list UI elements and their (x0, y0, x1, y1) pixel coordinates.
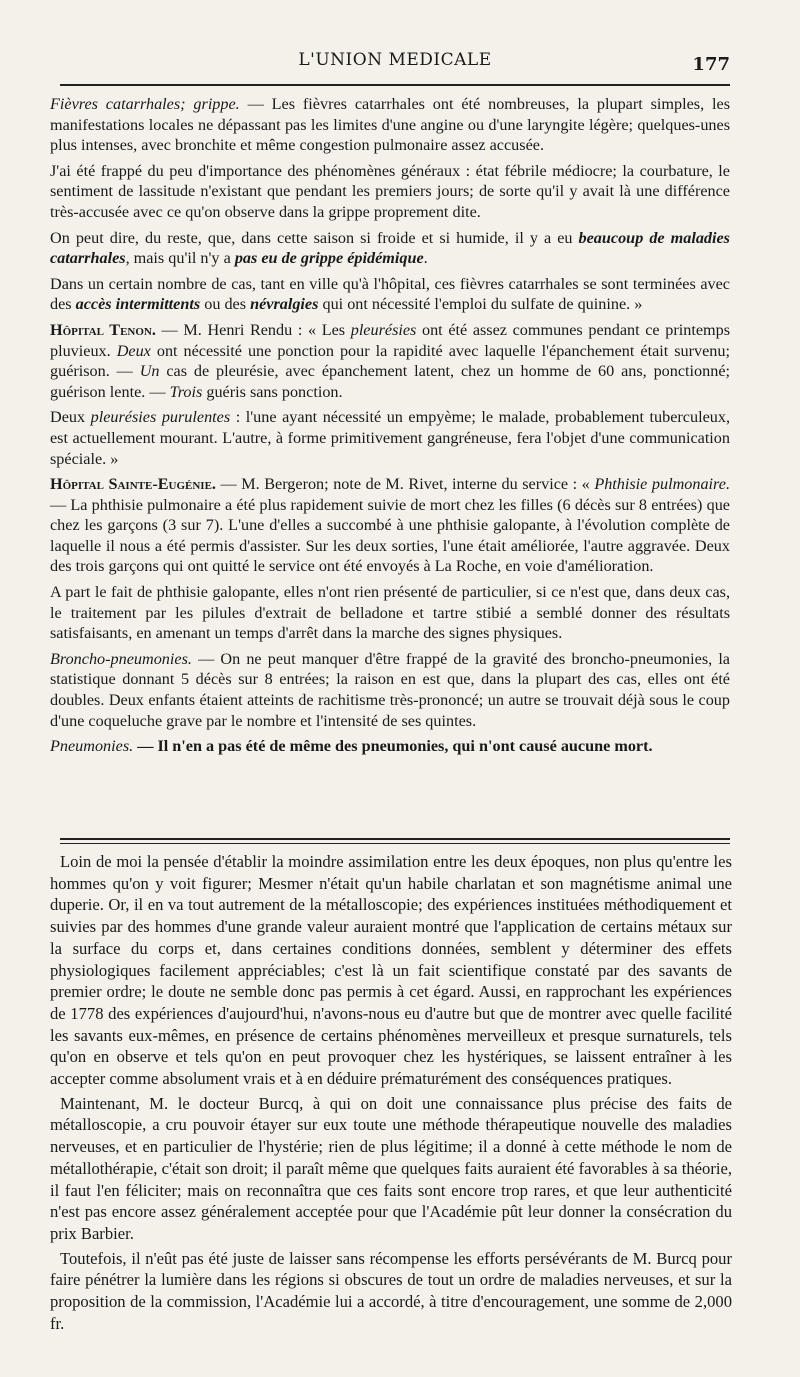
text-eugenie-b: — La phthisie pulmonaire a été plus rapidement suivie de mort chez les filles (6 décès sur 8 entrées) que chez les garçons (3 sur 7). L'une d'elles a succombé à une phthisie galopante, à l'évolution complète de laquelle il nous a été permis d'assister. Sur les deux sorties, l'une était améliorée, l'autre aggravée. Deux des trois garçons qui ont quitté le service ont été envoyés à La Roche, en voie d'amélioration. (50, 495, 730, 576)
top-section (50, 94, 730, 762)
heading-pneumonies: Pneumonies. (50, 737, 134, 756)
emphasis-acces-intermittents: accès intermittents (75, 295, 201, 314)
paragraph-saison (50, 228, 730, 269)
page-header (60, 48, 730, 76)
header-rule (60, 84, 730, 86)
paragraph-burcq: Maintenant, M. le docteur Burcq, à qui on doit une connaissance plus précise des faits de métalloscopie, a cru pouvoir étayer sur eux toute une méthode thérapeutique nouvelle des maladies nerveuses, et en particulier de l'hystérie; rien de plus légitime; il a donné à cette méthode le nom de métallothérapie, c'était son droit; il paraît même que quelques faits auraient été favorables à sa théorie, il faut l'en féliciter; mais on reconnaîtra que ces faits sont encore trop rares, et que leur authenticité n'est pas encore assez généralement acceptée pour que l'Académie pût leur donner la consécration du prix Barbier. (50, 1093, 732, 1243)
emphasis-phthisie-pulmonaire: Phthisie pulmonaire. (594, 475, 730, 494)
emphasis-un: Un (139, 362, 160, 381)
emphasis-pleuresies: pleurésies (350, 320, 417, 339)
paragraph-sainte-eugenie (50, 474, 730, 577)
text-tenon-c: ont nécessité une ponction pour la rapidité avec laquelle l'épanchement était survenu; guérison. — (50, 341, 730, 381)
text-acces-b: ou des (200, 295, 251, 314)
heading-fievres: Fièvres catarrhales; grippe. (50, 95, 240, 113)
text-eugenie-a: — M. Bergeron; note de M. Rivet, interne du service : « (215, 475, 595, 494)
heading-hopital-tenon: Hôpital Tenon. (50, 320, 156, 339)
paragraph-mesmer: Loin de moi la pensée d'établir la moindre assimilation entre les deux époques, non plus qu'entre les hommes qu'on y voit figurer; Mesmer n'était qu'un habile charlatan et son magnétisme animal une duperie. Or, il en va tout autrement de la métalloscopie; des expériences instituées méthodiquement et suivies par des hommes d'une grande valeur auraient montré que l'application de certains métaux sur la surface du corps et, dans certaines conditions données, semblent y déterminer des effets physiologiques facilement appréciables; c'est là un fait scientifique constaté par des savants de premier ordre; le doute ne semble donc pas permis à cet égard. Aussi, en rapprochant les expériences de 1778 des expériences d'aujourd'hui, n'avons-nous eu d'autre but que de montrer avec quelle facilité les savants eux-mêmes, en présence de certains phénomènes merveilleux et presque surnaturels, tels qu'on en observe et tels qu'on en peut provoquer chez les hystériques, se laissent entraîner à les accepter comme absolument vrais et à en déduire prématurément des conséquences pratiques. (50, 852, 732, 1089)
emphasis-grippe-epidemique: pas eu de grippe épidémique (234, 249, 424, 268)
paragraph-broncho-pneumonies (50, 649, 730, 731)
text-purulentes-a: Deux (50, 408, 91, 427)
section-rule-thin (60, 843, 730, 844)
text-tenon-b: ont été assez communes pendant ce printemps pluvieux. (50, 320, 730, 360)
section-rule-thick (60, 838, 730, 840)
heading-broncho-pneumonies: Broncho-pneumonies. (50, 649, 192, 668)
text-saison-a: On peut dire, du reste, que, dans cette saison si froide et si humide, il y a eu (50, 228, 579, 247)
text-saison-c: . (423, 249, 428, 268)
emphasis-maladies-catarrhales: beaucoup de maladies catarrhales (50, 228, 730, 268)
journal-title: L'UNION MEDICALE (298, 50, 492, 70)
paragraph-toutefois: Toutefois, il n'eût pas été juste de laisser sans récompense les efforts persévérants de M. Burcq pour faire pénétrer la lumière dans les régions si obscures de tout un ordre de maladies nerveuses, et sur la proposition de la commission, l'Académie lui a accordé, à titre d'encouragement, une somme de 2,000 fr. (50, 1248, 732, 1333)
text-tenon-e: guéris sans ponction. (202, 382, 343, 401)
text-acces-a: Dans un certain nombre de cas, tant en ville qu'à l'hôpital, ces fièvres catarrhales se sont terminées avec des (50, 274, 730, 314)
paragraph-fievres (50, 94, 730, 156)
text-tenon-a: — M. Henri Rendu : « Les (155, 320, 351, 339)
emphasis-pleuresies-purulentes: pleurésies purulentes (90, 408, 231, 427)
text-pneumonies: — Il n'en a pas été de même des pneumonies, qui n'ont causé aucune mort. (133, 737, 653, 756)
paragraph-purulentes (50, 407, 730, 469)
emphasis-trois: Trois (169, 382, 203, 401)
page-number: 177 (692, 54, 730, 75)
paragraph-phthisie-galopante: A part le fait de phthisie galopante, elles n'ont rien présenté de particulier, si ce n'est que, dans deux cas, le traitement par les pilules d'extrait de belladone et tartre stibié a semblé donner des résultats satisfaisants, en amenant un temps d'arrêt dans la marche des signes physiques. (50, 583, 730, 643)
text-purulentes-b: : l'une ayant nécessité un empyème; le malade, probablement tuberculeux, est actuellement mourant. L'autre, à forme primitivement gangréneuse, fera l'objet d'une communication spéciale. » (50, 408, 730, 468)
text-acces-c: qui ont nécessité l'emploi du sulfate de quinine. » (318, 295, 643, 314)
text-fievres: — Les fièvres catarrhales ont été nombreuses, la plupart simples, les manifestations locales ne dépassant pas les limites d'une angine ou d'une laryngite légère; quelques-unes plus intenses, avec bronchite et même congestion pulmonaire assez accusée. (50, 95, 730, 155)
heading-hopital-sainte-eugenie: Hôpital Sainte-Eugénie. (50, 475, 216, 494)
text-broncho: — On ne peut manquer d'être frappé de la gravité des broncho-pneumonies, la statistique donnant 5 décès sur 8 entrées; la raison en est que, dans la plupart des cas, elles ont été doubles. Deux enfants étaient atteints de rachitisme très-prononcé; un autre se trouvait déjà sous le coup d'une coqueluche grave par le nombre et l'intensité de ses quintes. (50, 649, 730, 730)
paragraph-phenomenes: J'ai été frappé du peu d'importance des phénomènes généraux : état fébrile médiocre; la courbature, le sentiment de lassitude n'existant que pendant les premiers jours; de sorte qu'il y avait là une différence très-accusée avec ce qu'on observe dans la grippe proprement dite. (50, 161, 730, 221)
text-saison-b: , mais qu'il n'y a (125, 249, 235, 268)
paragraph-tenon (50, 320, 730, 402)
paragraph-pneumonies (50, 736, 730, 757)
text-tenon-d: cas de pleurésie, avec épanchement latent, chez un homme de 60 ans, ponctionné; guérison lente. — (50, 362, 730, 401)
emphasis-nevralgies: névralgies (250, 295, 319, 314)
emphasis-deux: Deux (116, 341, 151, 360)
paragraph-acces (50, 274, 730, 315)
bottom-section (50, 851, 732, 1337)
